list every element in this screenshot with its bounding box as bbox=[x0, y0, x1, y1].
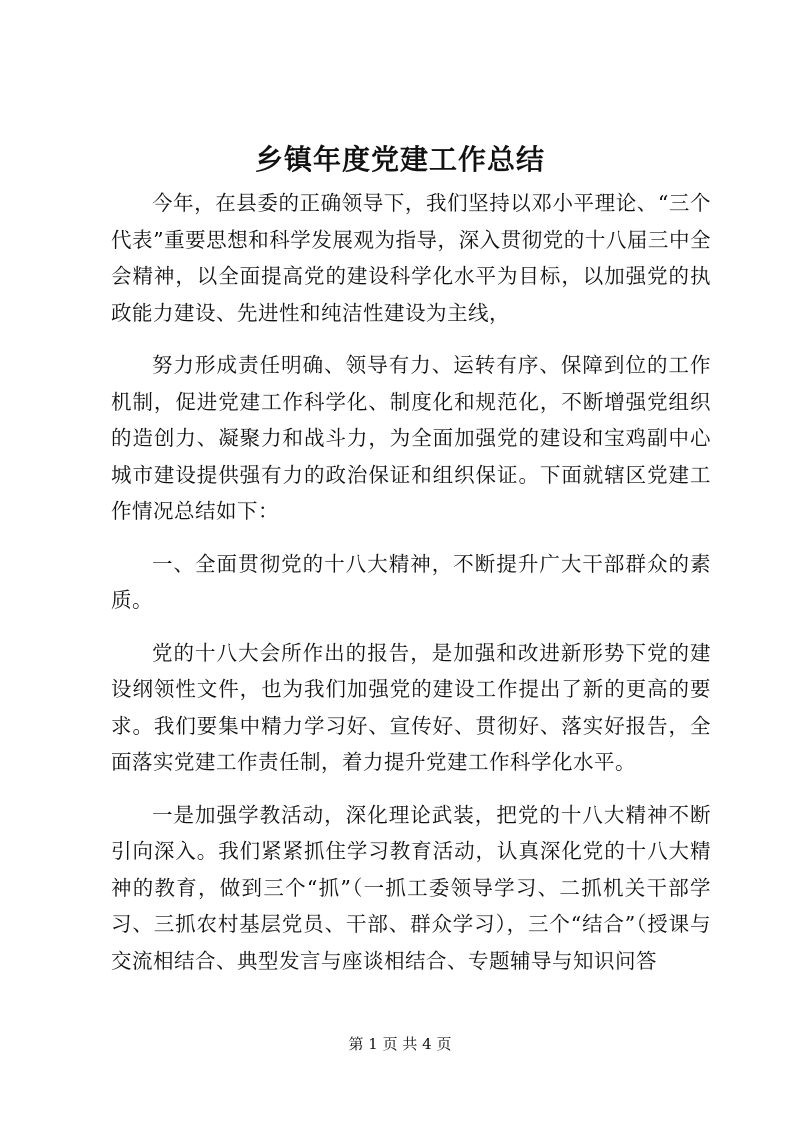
document-title: 乡镇年度党建工作总结 bbox=[254, 143, 545, 176]
paragraph: 今年，在县委的正确领导下，我们坚持以邓小平理论、“三个代表”重要思想和科学发展观为指导，深入贯彻党的十八届三中全会精神，以全面提高党的建设科学化水平为目标，以加强党的执政能力建设、先进性和纯洁性建设为主线， bbox=[111, 191, 711, 325]
page-footer: 第 1 页 共 4 页 bbox=[348, 1035, 452, 1053]
paragraph: 一是加强学教活动，深化理论武装，把党的十八大精神不断引向深入。我们紧紧抓住学习教育活动，认真深化党的十八大精神的教育，做到三个“抓”（一抓工委领导学习、二抓机关干部学习、三抓农村基层党员、干部、群众学习），三个“结合”（授课与交流相结合、典型发言与座谈相结合、专题辅导与知识问答 bbox=[111, 802, 711, 973]
paragraph: 党的十八大会所作出的报告，是加强和改进新形势下党的建设纲领性文件，也为我们加强党的建设工作提出了新的更高的要求。我们要集中精力学习好、宣传好、贯彻好、落实好报告，全面落实党建工作责任制，着力提升党建工作科学化水平。 bbox=[111, 640, 711, 774]
paragraph-heading: 一、全面贯彻党的十八大精神，不断提升广大干部群众的素质。 bbox=[111, 551, 711, 612]
paragraph: 努力形成责任明确、领导有力、运转有序、保障到位的工作机制，促进党建工作科学化、制度化和规范化，不断增强党组织的造创力、凝聚力和战斗力，为全面加强党的建设和宝鸡副中心城市建设提供强有力的政治保证和组织保证。下面就辖区党建工作情况总结如下： bbox=[111, 353, 711, 523]
document-body bbox=[111, 185, 711, 979]
